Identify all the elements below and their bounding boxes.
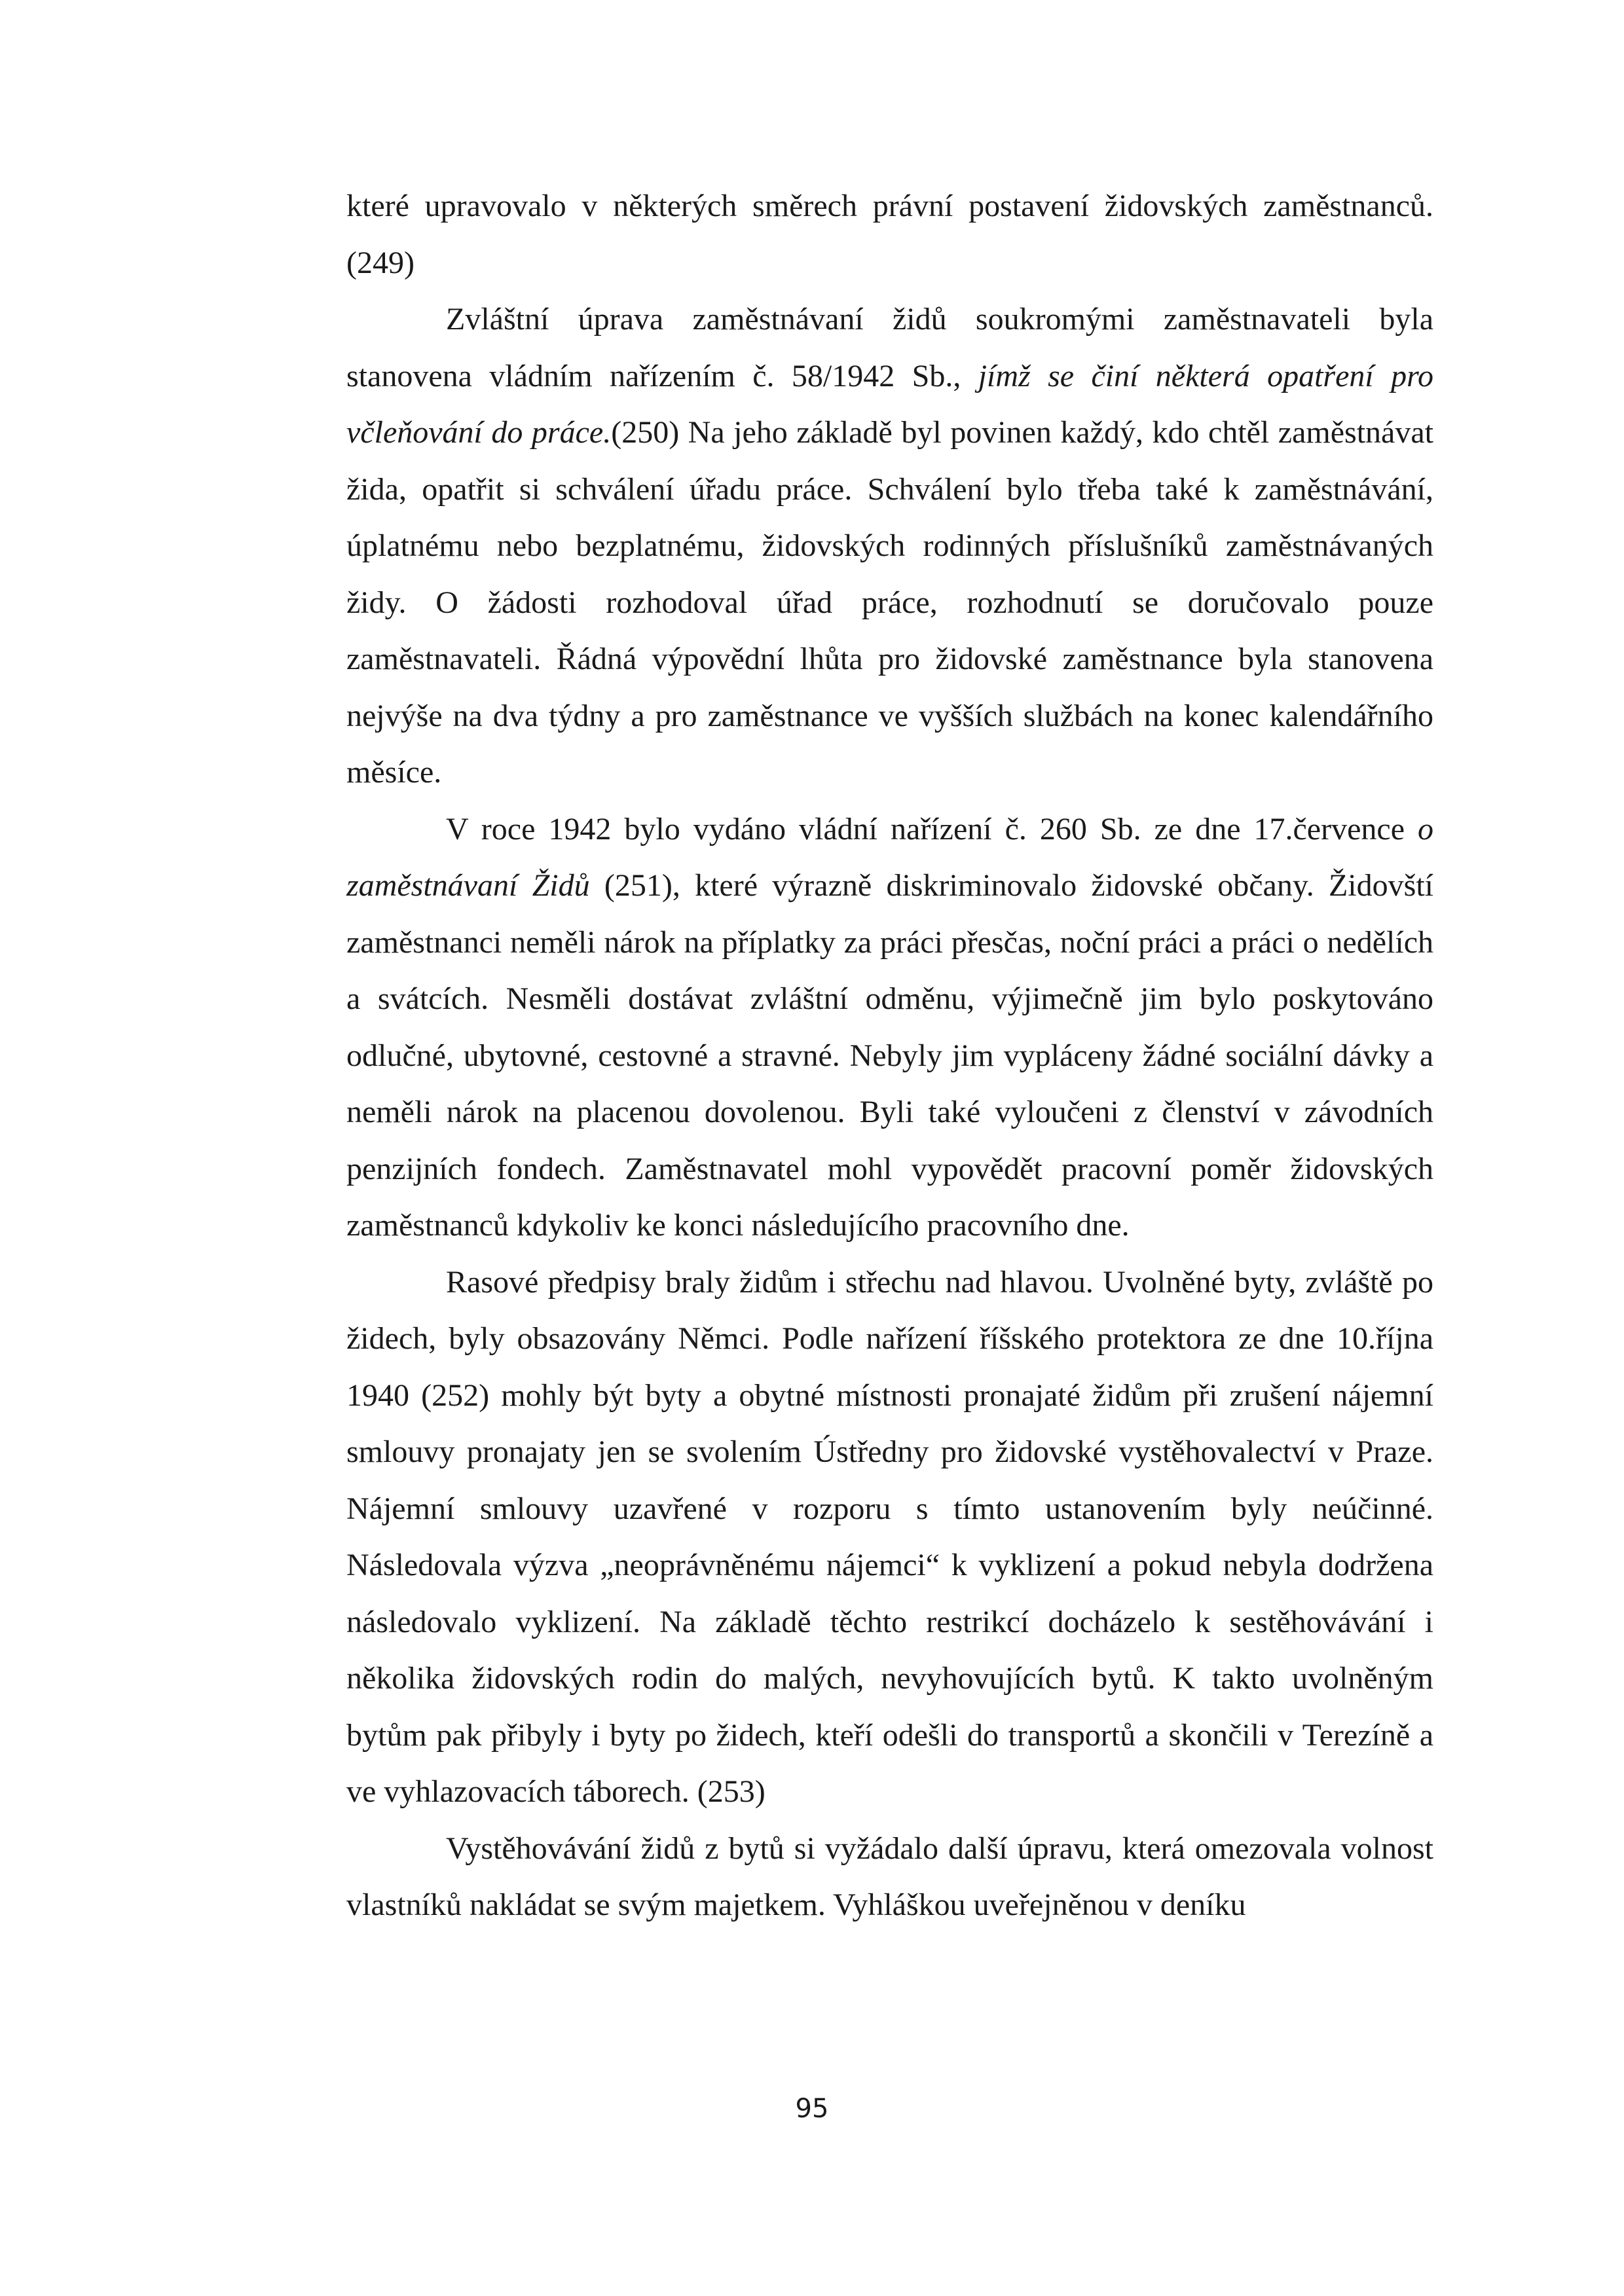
paragraph-2-text-after: (250) Na jeho základě byl povinen každý, kdo chtěl zaměstnávat žida, opatřit si schválení úřadu práce. Schválení bylo třeba také k zaměstnávání, úplatnému nebo bezplatnému, židovských rodinných příslušníků zaměstnávaných židy. O žádosti rozhodoval úřad práce, rozhodnutí se doručovalo pouze zaměstnavateli. Řádná výpovědní lhůta pro židovské zaměstnance byla stanovena nejvýše na dva týdny a pro zaměstnance ve vyšších službách na konec kalendářního měsíce.: [346, 415, 1433, 790]
paragraph-1: [346, 178, 1433, 291]
paragraph-2-text-before: Zvláštní úprava zaměstnávaní židů soukromými zaměstnavateli byla stanovena vládním nařízením č. 58/1942 Sb.,: [346, 302, 1433, 393]
body-text: [346, 178, 1433, 1934]
paragraph-3-text-before: V roce 1942 bylo vydáno vládní nařízení č. 260 Sb. ze dne 17.července: [446, 811, 1418, 847]
paragraph-3-text-after: (251), které výrazně diskriminovalo židovské občany. Židovští zaměstnanci neměli nárok na příplatky za práci přesčas, noční práci a práci o nedělích a svátcích. Nesměli dostávat zvláštní odměnu, výjimečně jim bylo poskytováno odlučné, ubytovné, cestovné a stravné. Nebyly jim vypláceny žádné sociální dávky a neměli nárok na placenou dovolenou. Byli také vyloučeni z členství v závodních penzijních fondech. Zaměstnavatel mohl vypovědět pracovní poměr židovských zaměstnanců kdykoliv ke konci následujícího pracovního dne.: [346, 868, 1433, 1243]
paragraph-3-italic-title: o zaměstnávaní Židů: [346, 811, 1433, 903]
page-number: 95: [795, 2094, 829, 2124]
paragraph-3: [346, 801, 1433, 1254]
paragraph-5: [346, 1821, 1433, 1934]
paragraph-2-italic-title: jímž se činí některá opatření pro včleňování do práce.: [346, 358, 1434, 450]
paragraph-2: [346, 291, 1433, 801]
paragraph-4: [346, 1254, 1433, 1821]
paragraph-5-text: Vystěhovávání židů z bytů si vyžádalo další úpravu, která omezovala volnost vlastníků nakládat se svým majetkem. Vyhláškou uveřejněnou v deníku: [346, 1831, 1433, 1922]
paragraph-4-text: Rasové předpisy braly židům i střechu nad hlavou. Uvolněné byty, zvláště po židech, byly obsazovány Němci. Podle nařízení říšského protektora ze dne 10.října 1940 (252) mohly být byty a obytné místnosti pronajaté židům při zrušení nájemní smlouvy pronajaty jen se svolením Ústředny pro židovské vystěhovalectví v Praze. Nájemní smlouvy uzavřené v rozporu s tímto ustanovením byly neúčinné. Následovala výzva „neoprávněnému nájemci“ k vyklizení a pokud nebyla dodržena následovalo vyklizení. Na základě těchto restrikcí docházelo k sestěhovávání i několika židovských rodin do malých, nevyhovujících bytů. K takto uvolněným bytům pak přibyly i byty po židech, kteří odešli do transportů a skončili v Terezíně a ve vyhlazovacích táborech. (253): [346, 1264, 1433, 1809]
paragraph-1-text: které upravovalo v některých směrech právní postavení židovských zaměstnanců.(249): [346, 189, 1433, 280]
